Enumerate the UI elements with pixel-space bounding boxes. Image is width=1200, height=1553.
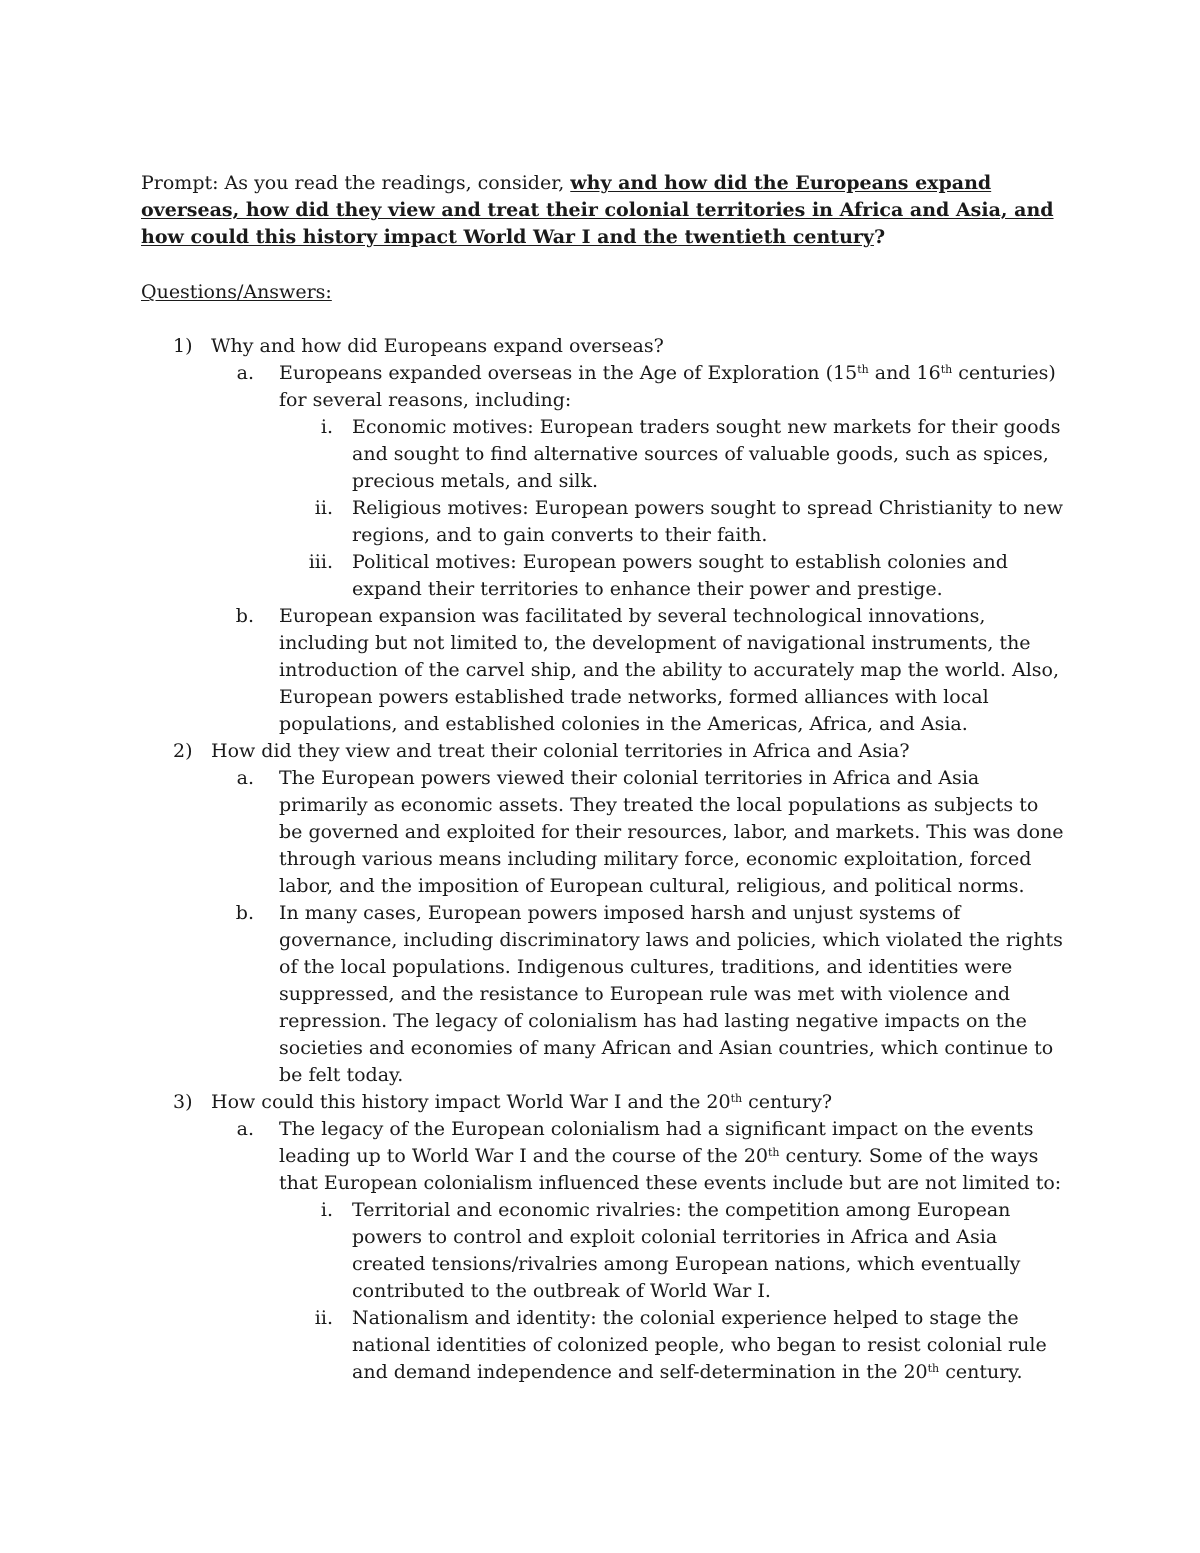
answer-letter: a.: [236, 362, 254, 384]
answer-letter: b.: [235, 605, 254, 627]
sub-answer-item: [141, 549, 1066, 603]
sub-answer-text: Religious motives: European powers sought to spread Christianity to new regions, and to gain converts to their faith.: [352, 497, 1064, 546]
answer-letter: a.: [236, 1118, 254, 1140]
question-item: [141, 738, 1066, 1089]
answer-item: [141, 900, 1066, 1089]
answer-item: [141, 360, 1066, 414]
prompt-emphasis: why and how did the Europeans expand overseas, how did they view and treat their colonial territories in Africa and Asia, and how could this history impact World War I and the twentieth century: [141, 172, 1054, 248]
sub-answer-text: Nationalism and identity: the colonial experience helped to stage the national identities of colonized people, who began to resist colonial rule and demand independence and self-determination in the 20th century.: [352, 1307, 1047, 1383]
sub-answer-text: Economic motives: European traders sought new markets for their goods and sought to find alternative sources of valuable goods, such as spices, precious metals, and silk.: [352, 416, 1061, 492]
prompt-end: ?: [873, 226, 886, 248]
answer-text: The European powers viewed their colonial territories in Africa and Asia primarily as economic assets. They treated the local populations as subjects to be governed and exploited for their resources, labor, and markets. This was done through various means including military force, economic exploitation, forced labor, and the imposition of European cultural, religious, and political norms.: [279, 767, 1064, 897]
question-item: [141, 333, 1066, 738]
answer-item: [141, 603, 1066, 738]
question-text: Why and how did Europeans expand overseas?: [211, 335, 664, 357]
answer-item: [141, 765, 1066, 900]
sub-answer-text: Territorial and economic rivalries: the competition among European powers to control and exploit colonial territories in Africa and Asia created tensions/rivalries among European nations, which eventually contributed to the outbreak of World War I.: [352, 1199, 1021, 1302]
question-number: 3): [173, 1091, 193, 1113]
sub-answer-text: Political motives: European powers sought to establish colonies and expand their territories to enhance their power and prestige.: [352, 551, 1008, 600]
answer-letter: a.: [236, 767, 254, 789]
question-text: How could this history impact World War I and the 20th century?: [211, 1091, 833, 1113]
sub-answer-numeral: i.: [320, 1199, 333, 1221]
answer-text: In many cases, European powers imposed harsh and unjust systems of governance, including discriminatory laws and policies, which violated the rights of the local populations. Indigenous cultures, traditions, and identities were suppressed, and the resistance to European rule was met with violence and repression. The legacy of colonialism has had lasting negative impacts on the societies and economies of many African and Asian countries, which continue to be felt today.: [279, 902, 1063, 1086]
answer-item: [141, 1116, 1066, 1197]
answer-letter: b.: [235, 902, 254, 924]
sub-answer-item: [141, 1305, 1066, 1386]
prompt-paragraph: [141, 170, 1066, 251]
sub-answer-numeral: ii.: [314, 497, 333, 519]
document-body: [141, 170, 1066, 1386]
question-list: [141, 333, 1066, 1386]
question-text: How did they view and treat their colonial territories in Africa and Asia?: [211, 740, 910, 762]
sub-answer-numeral: i.: [320, 416, 333, 438]
prompt-lead: Prompt: As you read the readings, consider,: [141, 172, 571, 194]
question-number: 2): [173, 740, 193, 762]
question-number: 1): [173, 335, 193, 357]
answer-text: European expansion was facilitated by several technological innovations, including but not limited to, the development of navigational instruments, the introduction of the carvel ship, and the ability to accurately map the world. Also, European powers established trade networks, formed alliances with local populations, and established colonies in the Americas, Africa, and Asia.: [279, 605, 1060, 735]
answer-text: The legacy of the European colonialism had a significant impact on the events leading up to World War I and the course of the 20th century. Some of the ways that European colonialism influenced these events include but are not limited to:: [279, 1118, 1062, 1194]
sub-answer-item: [141, 414, 1066, 495]
sub-answer-numeral: ii.: [314, 1307, 333, 1329]
sub-answer-numeral: iii.: [308, 551, 333, 573]
question-item: [141, 1089, 1066, 1386]
sub-answer-item: [141, 1197, 1066, 1305]
answer-text: Europeans expanded overseas in the Age of Exploration (15th and 16th centuries) for several reasons, including:: [279, 362, 1056, 411]
questions-answers-heading: Questions/Answers:: [141, 281, 332, 303]
sub-answer-item: [141, 495, 1066, 549]
